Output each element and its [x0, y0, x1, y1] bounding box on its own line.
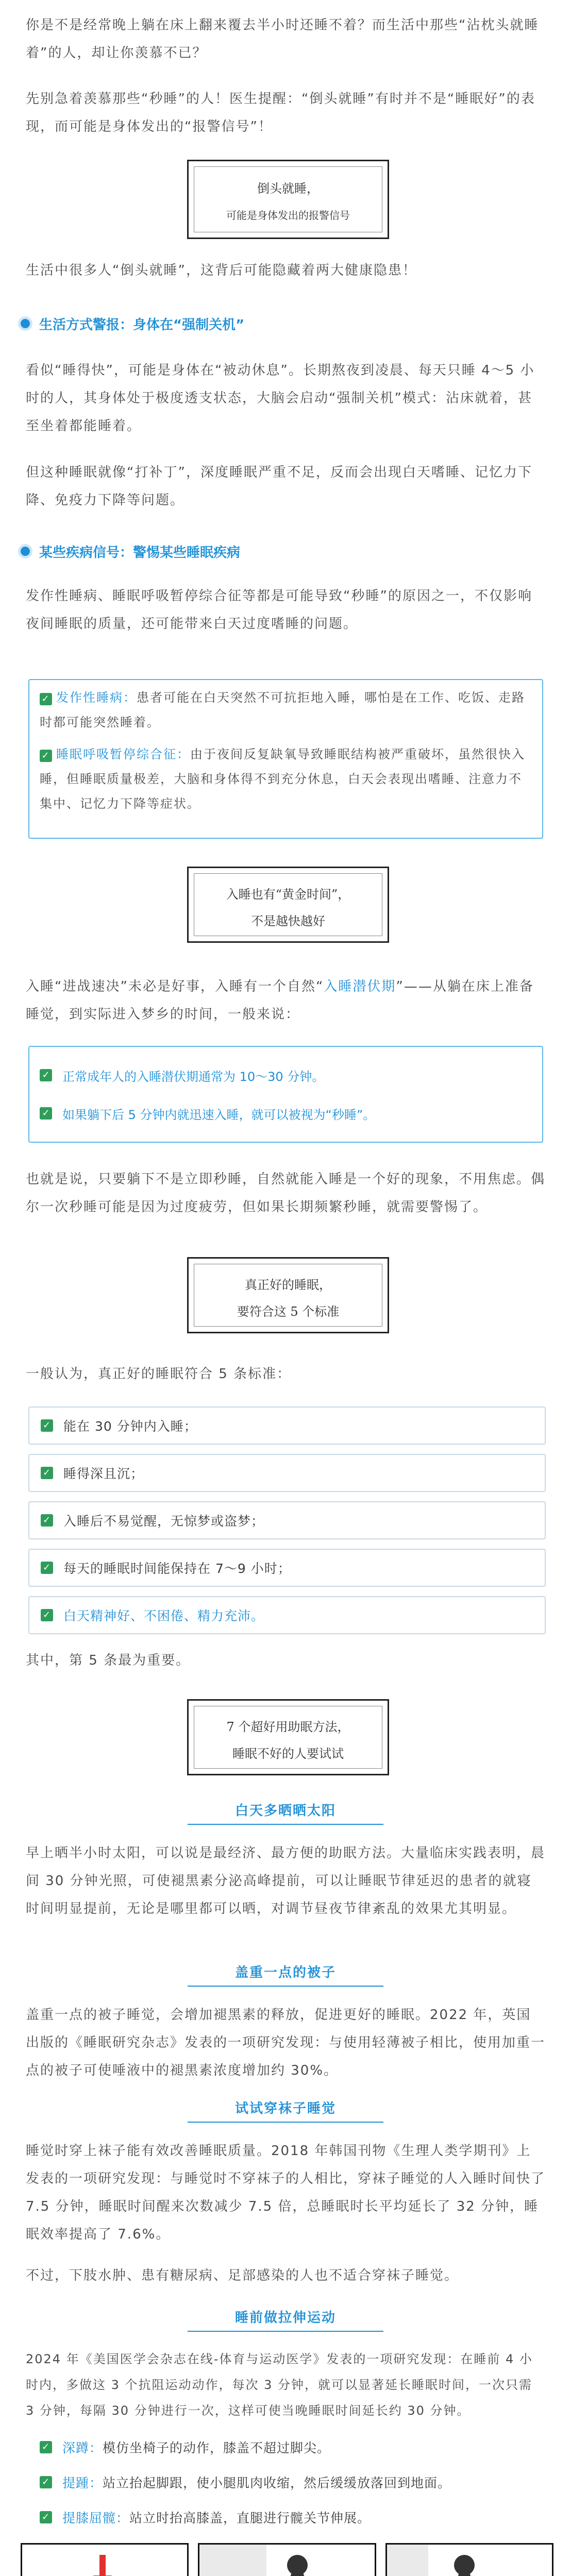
- tip-3-text: 睡觉时穿上袜子能有效改善睡眠质量。2018 年韩国刊物《生理人类学期刊》上发表的一项研究发现：与睡觉时不穿袜子的人相比，穿袜子睡觉的人入睡时间快了 7.5 分钟，睡眠时间醒来次数减少 7.5 倍，总睡眠时长平均延长了 32 分钟，睡眠效率提高了 7.6%。: [26, 2143, 546, 2242]
- check-icon: ✓: [40, 2511, 52, 2523]
- quote-line: 不是越快越好: [251, 914, 325, 928]
- check-icon: ✓: [41, 1467, 53, 1479]
- danger-1-title: [21, 309, 244, 338]
- tip-3-note: 不过，下肢水肿、患有糖尿病、足部感染的人也不适合穿袜子睡觉。: [26, 2268, 459, 2283]
- standard-item-1: ✓ 能在 30 分钟内入睡；: [28, 1406, 546, 1445]
- tip-4-title: 睡前做拉伸运动: [234, 2310, 336, 2326]
- quote-line: 可能是身体发出的报警信号: [226, 209, 350, 222]
- divider: [188, 1824, 383, 1825]
- check-icon: ✓: [40, 1069, 52, 1081]
- squat-illustration: [21, 2543, 189, 2576]
- divider: [188, 2122, 383, 2123]
- knee-raise-figure-icon: [387, 2545, 552, 2576]
- check-icon: ✓: [40, 750, 52, 762]
- check-icon: ✓: [41, 1562, 53, 1574]
- quote-line: 倒头就睡，: [257, 181, 319, 196]
- bullet-icon: [21, 547, 30, 556]
- danger-2-paragraph: 发作性睡病、睡眠呼吸暂停综合征等都是可能导致“秒睡”的原因之一，不仅影响夜间睡眠的质量，还可能带来白天过度嗜睡的问题。: [26, 588, 532, 632]
- quote-line: 真正好的睡眠，: [245, 1278, 331, 1292]
- move-3: ✓ 提膝屈髋： 站立时抬高膝盖，直腿进行髋关节伸展。: [28, 2503, 544, 2532]
- check-icon: ✓: [40, 1107, 52, 1120]
- danger-1-paragraph-1: 看似“睡得快”，可能是身体在“被动休息”。长期熬夜到凌晨、每天只睡 4～5 小时的人，其身体处于极度透支状态，大脑会启动“强制关机”模式：沾床就着，甚至坐着都能睡着。: [26, 363, 535, 434]
- disease-item-2: ✓ 睡眠呼吸暂停综合征：由于夜间反复缺氧导致睡眠结构被严重破坏，虽然很快入睡，但睡眠质量极差，大脑和身体得不到充分休息，白天会表现出嗜睡、注意力不集中、记忆力下降等症状。: [40, 747, 525, 811]
- tip-1-title: 白天多晒晒太阳: [234, 1803, 336, 1819]
- golden-paragraph-2: 也就是说，只要躺下不是立即秒睡，自然就能入睡是一个好的现象，不用焦虑。偶尔一次秒睡可能是因为过度疲劳，但如果长期频繁秒睡，就需要警惕了。: [26, 1172, 546, 1215]
- quote-line: 睡眠不好的人要试试: [232, 1747, 344, 1761]
- standards-outro: 其中，第 5 条最为重要。: [26, 1653, 191, 1668]
- move-1: ✓ 深蹲： 模仿坐椅子的动作，膝盖不超过脚尖。: [28, 2433, 544, 2462]
- squat-figure-icon: [22, 2545, 187, 2576]
- standard-item-3: ✓ 入睡后不易觉醒，无惊梦或盗梦；: [28, 1501, 546, 1539]
- divider: [188, 2331, 383, 2332]
- tip-3-title: 试试穿袜子睡觉: [234, 2101, 336, 2116]
- check-icon: ✓: [40, 693, 52, 705]
- standard-item-5: ✓ 白天精神好、不困倦、精力充沛。: [28, 1596, 546, 1634]
- latency-item-1: ✓ 正常成年人的入睡潜伏期通常为 10～30 分钟。: [40, 1062, 324, 1088]
- latency-box: [28, 1046, 543, 1143]
- check-icon: ✓: [41, 1609, 53, 1621]
- quote-box-3: [187, 1257, 389, 1333]
- standard-item-4: ✓ 每天的睡眠时间能保持在 7～9 小时；: [28, 1549, 546, 1587]
- intro-paragraph-3: 生活中很多人“倒头就睡”，这背后可能隐藏着两大健康隐患！: [26, 263, 417, 278]
- danger-1-paragraph-2: 但这种睡眠就像“打补丁”，深度睡眠严重不足，反而会出现白天嗜睡、记忆力下降、免疫力下降等问题。: [26, 465, 532, 508]
- danger-2-title-text: 某些疾病信号：警惕某些睡眠疾病: [39, 545, 241, 561]
- tip-1-text: 早上晒半小时太阳，可以说是最经济、最方便的助眠方法。大量临床实践表明，晨间 30 分钟光照，可使褪黑素分泌高峰提前，可以让睡眠节律延迟的患者的就寝时间明显提前，无论是哪里都可以晒，对调节昼夜节律紊乱的效果尤其明显。: [26, 1845, 546, 1917]
- quote-line: 入睡也有“黄金时间”，: [226, 887, 350, 902]
- divider: [188, 1986, 383, 1987]
- heel-raise-illustration: [198, 2543, 376, 2576]
- check-icon: ✓: [41, 1514, 53, 1527]
- standard-item-2: ✓ 睡得深且沉；: [28, 1454, 546, 1492]
- quote-line: 7 个超好用助眠方法，: [226, 1720, 350, 1734]
- disease-box: [28, 679, 543, 839]
- quote-line: 要符合这 5 个标准: [237, 1304, 340, 1319]
- move-2: ✓ 提踵： 站立抬起脚跟，使小腿肌肉收缩，然后缓缓放落回到地面。: [28, 2468, 544, 2497]
- check-icon: ✓: [40, 2476, 52, 2488]
- danger-2-title: [21, 537, 240, 566]
- tip-2-text: 盖重一点的被子睡觉，会增加褪黑素的释放，促进更好的睡眠。2022 年，英国出版的《睡眠研究杂志》发表的一项研究发现：与使用轻薄被子相比，使用加重一点的被子可使唾液中的褪黑素浓度增加约 30%。: [26, 2007, 546, 2078]
- intro-paragraph-1: 你是不是经常晚上躺在床上翻来覆去半小时还睡不着？而生活中那些“沾枕头就睡着”的人，却让你羡慕不已？: [26, 18, 539, 61]
- heel-raise-figure-icon: [199, 2545, 375, 2576]
- intro-paragraph-2: 先别急着羡慕那些“秒睡”的人！医生提醒：“倒头就睡”有时并不是“睡眠好”的表现，而可能是身体发出的“报警信号”！: [26, 91, 535, 134]
- tip-2-title: 盖重一点的被子: [234, 1965, 336, 1980]
- check-icon: ✓: [40, 2441, 52, 2453]
- golden-paragraph-1: 入睡“进战速决”未必是好事，入睡有一个自然“入睡潜伏期”——从躺在床上准备睡觉，到实际进入梦乡的时间，一般来说：: [26, 979, 534, 1022]
- tip-4-text: 2024 年《美国医学会杂志在线-体育与运动医学》发表的一项研究发现：在睡前 4 小时内，多做这 3 个抗阻运动动作，每次 3 分钟，就可以显著延长睡眠时间，一次只需 3 分钟，每隔 30 分钟进行一次，这样可使当晚睡眠时间延长约 30 分钟。: [26, 2352, 533, 2418]
- disease-item-1: ✓ 发作性睡病：患者可能在白天突然不可抗拒地入睡，哪怕是在工作、吃饭、走路时都可能突然睡着。: [40, 690, 525, 730]
- standards-intro: 一般认为，真正好的睡眠符合 5 条标准：: [26, 1366, 292, 1382]
- knee-raise-illustration: [385, 2543, 553, 2576]
- quote-box-2: [187, 867, 389, 943]
- quote-box-4: [187, 1699, 389, 1775]
- latency-item-2: ✓ 如果躺下后 5 分钟内就迅速入睡，就可以被视为“秒睡”。: [40, 1100, 375, 1126]
- danger-1-title-text: 生活方式警报：身体在“强制关机”: [39, 317, 245, 333]
- check-icon: ✓: [41, 1419, 53, 1432]
- quote-box-1: [187, 160, 389, 239]
- bullet-icon: [21, 319, 30, 328]
